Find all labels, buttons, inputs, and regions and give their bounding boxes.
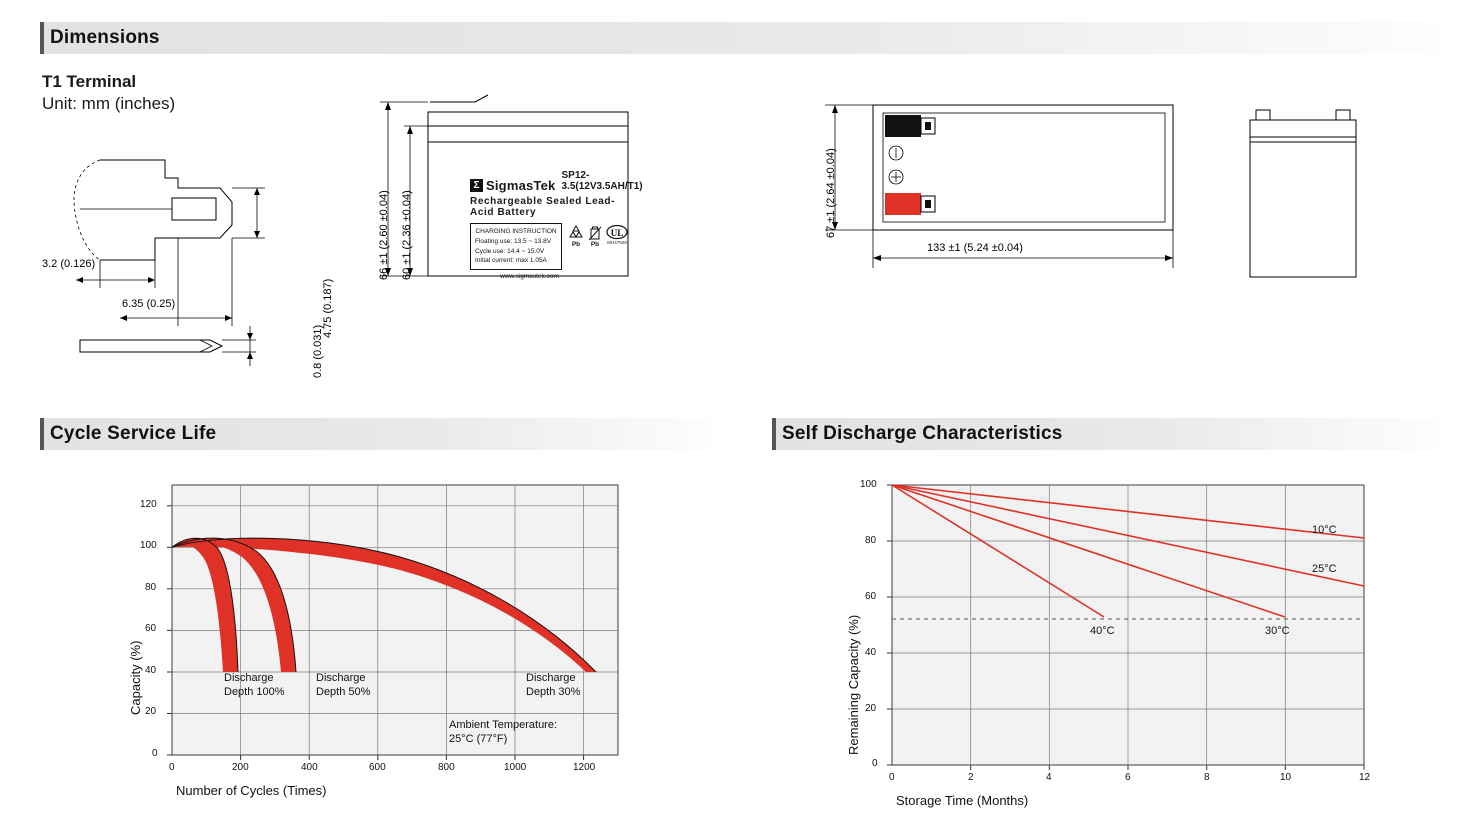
section-header-self-discharge-label: Self Discharge Characteristics (782, 423, 1063, 444)
pb-mark-1: Pb (571, 241, 581, 248)
self-xtick-2: 2 (968, 772, 974, 783)
self-xtick-6: 6 (1125, 772, 1131, 783)
cycle-ytick-100: 100 (140, 540, 157, 551)
charging-instruction-box (470, 223, 562, 270)
cycle-ytick-20: 20 (145, 706, 157, 717)
no-disposal-icon (588, 225, 602, 241)
annotation-dod-50-line2: Depth 50% (316, 685, 371, 698)
cycle-xtick-200: 200 (232, 762, 249, 773)
charging-floating: Floating use: 13.5 ~ 13.8V (475, 238, 552, 246)
cycle-ytick-0: 0 (152, 748, 158, 759)
cycle-service-life-chart (40, 465, 712, 815)
section-header-dimensions (40, 22, 1438, 54)
cycle-xtick-600: 600 (369, 762, 386, 773)
curve-label-25c: 25°C (1312, 563, 1337, 575)
cycle-xtick-800: 800 (438, 762, 455, 773)
self-x-axis-title: Storage Time (Months) (896, 793, 1029, 808)
cycle-ytick-60: 60 (145, 623, 157, 634)
battery-side-view (1240, 95, 1370, 295)
annotation-dod-50 (316, 672, 370, 700)
charging-initial: Initial current: max 1.05A (475, 257, 547, 265)
annotation-dod-30-line2: Depth 30% (526, 685, 581, 698)
pb-mark-2: Pb (590, 241, 600, 248)
annotation-ambient-line2: 25°C (77°F) (449, 732, 508, 745)
curve-label-30c: 30°C (1265, 625, 1290, 637)
curve-label-40c: 40°C (1090, 625, 1115, 637)
section-header-dimensions-label: Dimensions (50, 27, 160, 48)
dim-terminal-height: 4.75 (0.187) (322, 278, 334, 338)
brand-name: SigmasTek (486, 178, 556, 193)
svg-text:UL: UL (610, 228, 624, 238)
cycle-ytick-40: 40 (145, 665, 157, 676)
cycle-xtick-400: 400 (301, 762, 318, 773)
dim-top-length: 133 ±1 (5.24 ±0.04) (927, 242, 1023, 254)
t1-terminal-drawing (42, 130, 334, 378)
battery-label-art (470, 170, 643, 280)
charging-instruction-title: CHARGING INSTRUCTION (475, 228, 557, 235)
self-ytick-80: 80 (865, 535, 877, 546)
self-discharge-chart (772, 465, 1438, 815)
website-url: www.sigmastek.com (500, 272, 559, 280)
unit-label: Unit: mm (inches) (42, 94, 176, 113)
cycle-x-axis-title: Number of Cycles (Times) (176, 783, 327, 798)
recycle-icon (568, 225, 584, 241)
annotation-ambient-temperature (449, 719, 557, 747)
dim-top-width: 67 ±1 (2.64 ±0.04) (825, 148, 837, 238)
ul-mark-icon (606, 225, 628, 240)
model-number: SP12-3.5(12V3.5AH/T1) (561, 170, 643, 192)
t1-terminal-title: T1 Terminal (42, 72, 137, 91)
cycle-ytick-80: 80 (145, 582, 157, 593)
annotation-dod-100 (224, 672, 285, 700)
dim-front-height-total: 66 ±1 (2.60 ±0.04) (378, 190, 390, 280)
self-ytick-0: 0 (872, 758, 878, 769)
battery-front-view (370, 90, 643, 310)
self-ytick-100: 100 (860, 479, 877, 490)
self-ytick-60: 60 (865, 591, 877, 602)
section-header-self-discharge (772, 418, 1438, 450)
dim-terminal-thickness: 0.8 (0.031) (312, 324, 324, 378)
cycle-xtick-1200: 1200 (573, 762, 596, 773)
battery-subtitle: Rechargeable Sealed Lead-Acid Battery (470, 196, 616, 218)
annotation-dod-100-line1: Discharge (224, 672, 274, 684)
annotation-dod-50-line1: Discharge (316, 672, 366, 684)
section-header-cycle-service-life (40, 418, 712, 450)
self-xtick-4: 4 (1046, 772, 1052, 783)
self-xtick-8: 8 (1204, 772, 1210, 783)
self-ytick-40: 40 (865, 647, 877, 658)
cycle-xtick-1000: 1000 (504, 762, 527, 773)
charging-cycle: Cycle use: 14.4 ~ 15.0V (475, 247, 545, 255)
section-header-cycle-label: Cycle Service Life (50, 423, 217, 444)
dim-front-height-body: 60 ±1 (2.36 ±0.04) (401, 190, 413, 280)
self-y-axis-title: Remaining Capacity (%) (846, 614, 861, 755)
annotation-dod-100-line2: Depth 100% (224, 685, 285, 698)
self-xtick-0: 0 (889, 772, 895, 783)
battery-top-view (795, 90, 1195, 290)
cycle-y-axis-title: Capacity (%) (128, 640, 143, 715)
self-ytick-20: 20 (865, 703, 877, 714)
curve-label-10c: 10°C (1312, 524, 1337, 536)
annotation-ambient-line1: Ambient Temperature: (449, 719, 558, 731)
dim-terminal-width-large: 6.35 (0.25) (122, 298, 176, 310)
cycle-xtick-0: 0 (169, 762, 175, 773)
annotation-dod-30 (526, 672, 580, 700)
self-xtick-12: 12 (1359, 772, 1371, 783)
ul-file-number: MH47929 (607, 240, 627, 245)
cycle-ytick-120: 120 (140, 499, 157, 510)
self-xtick-10: 10 (1280, 772, 1292, 783)
dim-terminal-width-small: 3.2 (0.126) (42, 258, 96, 270)
annotation-dod-30-line1: Discharge (526, 672, 576, 684)
sigmastek-logo-icon: Σ (470, 179, 483, 192)
